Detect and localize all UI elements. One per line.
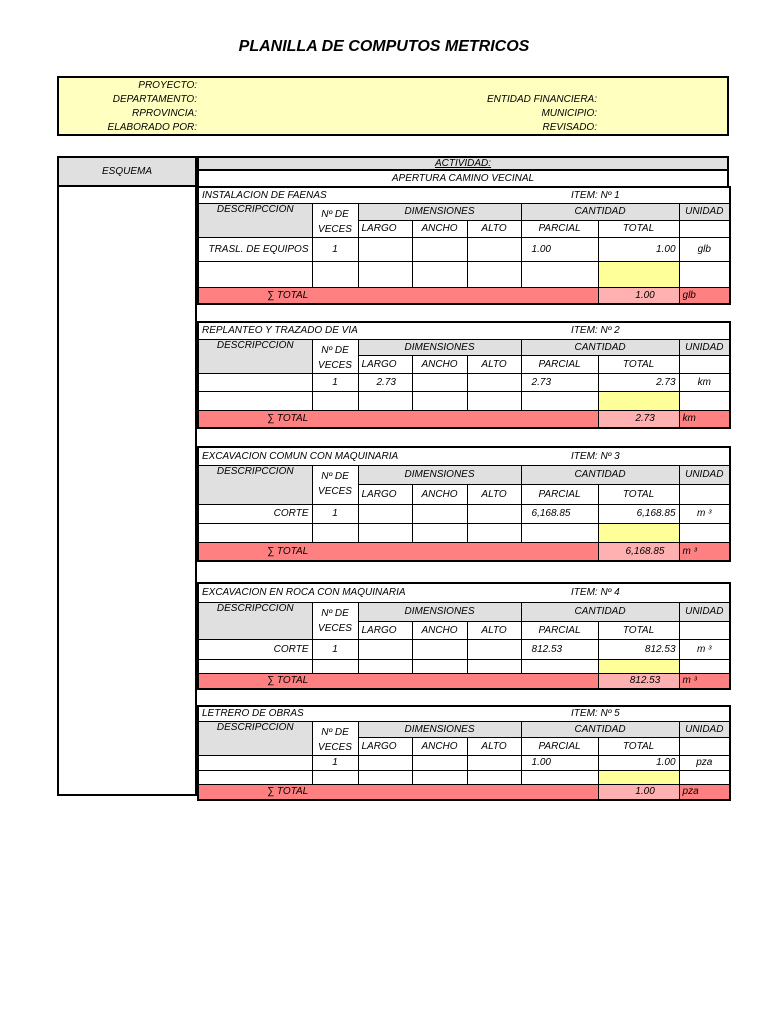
row-largo [358, 237, 412, 261]
item-name: LETRERO DE OBRAS [198, 706, 521, 721]
item-name: EXCAVACION COMUN CON MAQUINARIA [198, 447, 521, 465]
item-name: EXCAVACION EN ROCA CON MAQUINARIA [198, 583, 521, 602]
col-largo: LARGO [358, 220, 412, 237]
table-row [198, 504, 730, 523]
col-total: TOTAL [598, 621, 679, 639]
actividad-name: APERTURA CAMINO VECINAL [197, 171, 729, 187]
item-block-5 [197, 705, 729, 801]
row-total: 1.00 [598, 755, 679, 770]
col-unidad: UNIDAD [679, 203, 730, 220]
col-cantidad: CANTIDAD [521, 465, 679, 484]
col-unidad: UNIDAD [679, 721, 730, 737]
col-cantidad: CANTIDAD [521, 203, 679, 220]
total-label: ∑ TOTAL [198, 287, 598, 304]
total-unidad: km [679, 410, 730, 428]
col-unidad: UNIDAD [679, 339, 730, 355]
row-descripcion [198, 373, 312, 391]
col-largo: LARGO [358, 355, 412, 373]
row-descripcion: TRASL. DE EQUIPOS [198, 237, 312, 261]
col-parcial: PARCIAL [521, 737, 598, 755]
col-descripcion: DESCRIPCCIÓN [198, 721, 312, 755]
row-parcial: 1.00 [521, 755, 598, 770]
row-unidad: glb [679, 237, 730, 261]
col-total: TOTAL [598, 737, 679, 755]
col-parcial: PARCIAL [521, 355, 598, 373]
label-elaborado: ELABORADO POR: [107, 122, 197, 133]
total-unidad: glb [679, 287, 730, 304]
col-total: TOTAL [598, 220, 679, 237]
total-label: ∑ TOTAL [198, 542, 598, 561]
col-ancho: ANCHO [412, 220, 467, 237]
col-alto: ALTO [467, 484, 521, 504]
col-parcial: PARCIAL [521, 621, 598, 639]
row-largo: 2.73 [358, 373, 412, 391]
col-dimensiones: DIMENSIONES [358, 721, 521, 737]
item-name: INSTALACION DE FAENAS [198, 187, 521, 203]
row-total: 812.53 [598, 639, 679, 659]
total-value: 6,168.85 [598, 542, 679, 561]
col-veces: Nº DE VECES [312, 465, 358, 504]
row-largo [358, 755, 412, 770]
row-parcial: 1.00 [521, 237, 598, 261]
label-municipio: MUNICIPIO: [541, 108, 597, 119]
col-veces: Nº DE VECES [312, 602, 358, 639]
item-number: ITEM: Nº 3 [521, 447, 730, 465]
item-number: ITEM: Nº 5 [521, 706, 730, 721]
col-alto: ALTO [467, 621, 521, 639]
col-cantidad: CANTIDAD [521, 339, 679, 355]
item-block-4 [197, 582, 729, 690]
label-proyecto: PROYECTO: [138, 80, 197, 91]
row-total: 2.73 [598, 373, 679, 391]
row-total: 6,168.85 [598, 504, 679, 523]
esquema-header: ESQUEMA [57, 156, 197, 187]
col-descripcion: DESCRIPCCIÓN [198, 465, 312, 504]
total-label: ∑ TOTAL [198, 784, 598, 800]
page-title: PLANILLA DE COMPUTOS METRICOS [238, 38, 530, 55]
row-largo [358, 639, 412, 659]
col-alto: ALTO [467, 220, 521, 237]
total-value: 1.00 [598, 287, 679, 304]
col-parcial: PARCIAL [521, 484, 598, 504]
project-info-box [57, 76, 729, 136]
item-name: REPLANTEO Y TRAZADO DE VIA [198, 322, 521, 339]
col-unidad: UNIDAD [679, 465, 730, 484]
actividad-label: ACTIVIDAD: [197, 156, 729, 171]
table-row [198, 237, 730, 261]
item-block-2 [197, 321, 729, 429]
total-row [198, 542, 730, 561]
total-row [198, 287, 730, 304]
col-largo: LARGO [358, 737, 412, 755]
col-descripcion: DESCRIPCCIÓN [198, 203, 312, 237]
total-unidad: m ³ [679, 542, 730, 561]
table-row [198, 639, 730, 659]
row-veces: 1 [312, 755, 358, 770]
col-veces: Nº DE VECES [312, 339, 358, 373]
row-veces: 1 [312, 504, 358, 523]
label-entidad: ENTIDAD FINANCIERA: [486, 94, 597, 105]
total-unidad: pza [679, 784, 730, 800]
col-unidad: UNIDAD [679, 602, 730, 621]
col-ancho: ANCHO [412, 621, 467, 639]
col-alto: ALTO [467, 355, 521, 373]
row-parcial: 2.73 [521, 373, 598, 391]
item-number: ITEM: Nº 1 [521, 187, 730, 203]
col-cantidad: CANTIDAD [521, 721, 679, 737]
table-row-empty [198, 770, 730, 784]
label-provincia: RPROVINCIA: [131, 108, 197, 119]
esquema-area [57, 186, 197, 796]
row-veces: 1 [312, 373, 358, 391]
col-dimensiones: DIMENSIONES [358, 203, 521, 220]
col-descripcion: DESCRIPCCIÓN [198, 339, 312, 373]
col-veces: Nº DE VECES [312, 721, 358, 755]
total-label: ∑ TOTAL [198, 410, 598, 428]
row-veces: 1 [312, 639, 358, 659]
row-total: 1.00 [598, 237, 679, 261]
label-revisado: REVISADO: [542, 122, 597, 133]
col-alto: ALTO [467, 737, 521, 755]
row-parcial: 6,168.85 [521, 504, 598, 523]
item-number: ITEM: Nº 2 [521, 322, 730, 339]
col-total: TOTAL [598, 355, 679, 373]
col-largo: LARGO [358, 484, 412, 504]
row-unidad: m ³ [679, 639, 730, 659]
total-value: 1.00 [598, 784, 679, 800]
item-block-1 [197, 186, 729, 305]
col-dimensiones: DIMENSIONES [358, 339, 521, 355]
table-row-empty [198, 391, 730, 410]
total-value: 812.53 [598, 673, 679, 689]
item-block-3 [197, 446, 729, 562]
row-descripcion [198, 755, 312, 770]
col-descripcion: DESCRIPCCIÓN [198, 602, 312, 639]
total-unidad: m ³ [679, 673, 730, 689]
table-row-empty [198, 523, 730, 542]
col-ancho: ANCHO [412, 484, 467, 504]
table-row-empty [198, 261, 730, 287]
row-veces: 1 [312, 237, 358, 261]
label-departamento: DEPARTAMENTO: [112, 94, 197, 105]
col-dimensiones: DIMENSIONES [358, 465, 521, 484]
col-veces: Nº DE VECES [312, 203, 358, 237]
row-unidad: m ³ [679, 504, 730, 523]
row-unidad: pza [679, 755, 730, 770]
table-row-empty [198, 659, 730, 673]
row-largo [358, 504, 412, 523]
col-ancho: ANCHO [412, 737, 467, 755]
total-label: ∑ TOTAL [198, 673, 598, 689]
row-descripcion: CORTE [198, 504, 312, 523]
col-total: TOTAL [598, 484, 679, 504]
row-parcial: 812.53 [521, 639, 598, 659]
total-value: 2.73 [598, 410, 679, 428]
table-row [198, 373, 730, 391]
col-ancho: ANCHO [412, 355, 467, 373]
table-row [198, 755, 730, 770]
row-unidad: km [679, 373, 730, 391]
col-dimensiones: DIMENSIONES [358, 602, 521, 621]
row-descripcion: CORTE [198, 639, 312, 659]
item-number: ITEM: Nº 4 [521, 583, 730, 602]
col-cantidad: CANTIDAD [521, 602, 679, 621]
col-parcial: PARCIAL [521, 220, 598, 237]
total-row [198, 673, 730, 689]
total-row [198, 784, 730, 800]
col-largo: LARGO [358, 621, 412, 639]
total-row [198, 410, 730, 428]
